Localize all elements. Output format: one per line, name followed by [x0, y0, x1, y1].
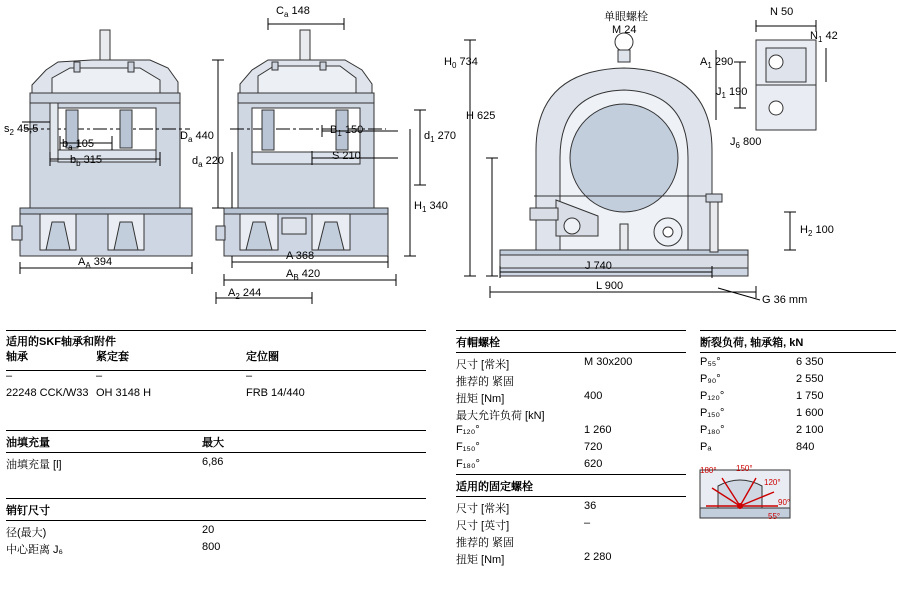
dim-H0: $H_0$ 734 [444, 56, 478, 71]
angle-55: 55° [768, 512, 781, 521]
table-fixing-bolts [456, 474, 686, 566]
cell: 尺寸 [常米] [456, 503, 510, 515]
fixing-bolts-title: 适用的固定螺栓 [456, 481, 533, 493]
dim-B1: $B_1$ 150 [330, 124, 364, 139]
bearings-header-2: 定位圈 [246, 351, 279, 363]
table-row [700, 356, 896, 373]
load-ratings-title: 断裂负荷, 轴承箱, kN [700, 337, 804, 349]
cell: 最大允许负荷 [kN] [456, 410, 545, 422]
cell: 36 [584, 500, 597, 512]
cell: 扭矩 [Nm] [456, 554, 505, 566]
dim-H2: $H_2$ 100 [800, 224, 834, 239]
cell: F₁₂₀° [456, 424, 480, 436]
table-pin [6, 498, 426, 556]
cell: 油填充量 [l] [6, 459, 62, 471]
dim-Da: $D_a$ 440 [180, 130, 214, 145]
cell: 尺寸 [英寸] [456, 520, 510, 532]
cell: M 30x200 [584, 356, 633, 368]
cell: 620 [584, 458, 603, 470]
cell: – [584, 517, 591, 529]
dim-H: H 625 [466, 110, 496, 122]
cell: 推荐的 紧固 [456, 376, 515, 388]
angle-90: 90° [778, 498, 791, 507]
cell: Pₐ [700, 441, 712, 453]
angle-150: 150° [736, 464, 753, 473]
table-grease [6, 430, 426, 471]
dim-ba: $b_a$ 105 [62, 138, 94, 153]
grease-title-left: 油填充量 [6, 437, 50, 449]
dim-AB: $A_B$ 420 [286, 268, 321, 283]
table-row [456, 373, 686, 390]
dim-N1: $N_1$ 42 [810, 30, 838, 45]
cell: P₉₀° [700, 373, 721, 385]
cell: – [96, 370, 103, 382]
cell: 840 [796, 441, 815, 453]
dim-J: J 740 [585, 260, 612, 272]
table-row [700, 441, 896, 458]
table-row [6, 370, 426, 387]
dim-s2: $s_2$ 45,5 [4, 123, 39, 138]
cell: 2 280 [584, 551, 612, 563]
cell: P₁₈₀° [700, 424, 725, 436]
table-row [700, 373, 896, 390]
cell: 6 350 [796, 356, 824, 368]
dim-AA: $A_A$ 394 [78, 256, 113, 271]
cell: 扭矩 [Nm] [456, 393, 505, 405]
cell: P₁₂₀° [700, 390, 725, 402]
bearings-header-0: 轴承 [6, 351, 28, 363]
dim-N: N 50 [770, 6, 794, 18]
table-row [6, 524, 426, 541]
table-row [700, 390, 896, 407]
dim-Ca: $C_a$ 148 [276, 5, 310, 20]
cell: – [246, 370, 253, 382]
table-row [6, 456, 426, 473]
table-load-ratings [700, 330, 896, 452]
dim-bb: $b_b$ 315 [70, 154, 102, 169]
angle-180: 180° [700, 466, 717, 475]
dim-da: $d_a$ 220 [192, 155, 224, 170]
cell: F₁₈₀° [456, 458, 480, 470]
cell: 2 100 [796, 424, 824, 436]
dim-A1: $A_1$ 290 [700, 56, 734, 71]
eyebolt-size: M 24 [612, 24, 637, 36]
pin-title: 销钉尺寸 [6, 505, 50, 517]
cell: OH 3148 H [96, 387, 152, 399]
table-row [700, 407, 896, 424]
table-row [700, 424, 896, 441]
table-row [6, 541, 426, 558]
table-row [456, 500, 686, 517]
table-row [456, 390, 686, 407]
cell: FRB 14/440 [246, 387, 305, 399]
dim-J1: $J_1$ 190 [716, 86, 748, 101]
cell: 720 [584, 441, 603, 453]
cell: 1 260 [584, 424, 612, 436]
eyebolt-label: 单眼螺栓 [604, 11, 648, 23]
table-row [456, 407, 686, 424]
angle-120: 120° [764, 478, 781, 487]
table-row [456, 517, 686, 534]
dim-J6: $J_6$ 800 [730, 136, 762, 151]
cell: 20 [202, 524, 215, 536]
cell: P₅₅° [700, 356, 721, 368]
cell: 尺寸 [常米] [456, 359, 510, 371]
cell: P₁₅₀° [700, 407, 725, 419]
cell: 中心距离 J₆ [6, 544, 63, 556]
table-row [456, 424, 686, 441]
grease-title-right: 最大 [202, 437, 224, 449]
cell: 22248 CCK/W33 [6, 387, 89, 399]
table-bearings [6, 330, 426, 400]
cell: 2 550 [796, 373, 824, 385]
dim-L: L 900 [596, 280, 624, 292]
cell: 400 [584, 390, 603, 402]
cell: 6,86 [202, 456, 224, 468]
dim-S: S 210 [332, 150, 361, 162]
cell: – [6, 370, 13, 382]
cell: 800 [202, 541, 221, 553]
cell: F₁₅₀° [456, 441, 480, 453]
dim-A: A 368 [286, 250, 315, 262]
table-row [456, 534, 686, 551]
table-row [456, 441, 686, 458]
cell: 1 600 [796, 407, 824, 419]
cell: 1 750 [796, 390, 824, 402]
bearings-title: 适用的SKF轴承和附件 [6, 336, 116, 348]
table-row [6, 387, 426, 404]
dim-A2: $A_2$ 244 [228, 287, 262, 302]
table-attachment-bolts [456, 330, 686, 469]
dim-H1: $H_1$ 340 [414, 200, 448, 215]
attachment-bolts-title: 有帽螺栓 [456, 337, 500, 349]
cell: 径(最大) [6, 527, 47, 539]
table-row [456, 458, 686, 475]
table-row [456, 356, 686, 373]
cell: 推荐的 紧固 [456, 537, 515, 549]
bearings-header-1: 紧定套 [96, 351, 129, 363]
dim-d1: $d_1$ 270 [424, 130, 456, 145]
dim-G: G 36 mm [762, 294, 808, 306]
table-row [456, 551, 686, 568]
